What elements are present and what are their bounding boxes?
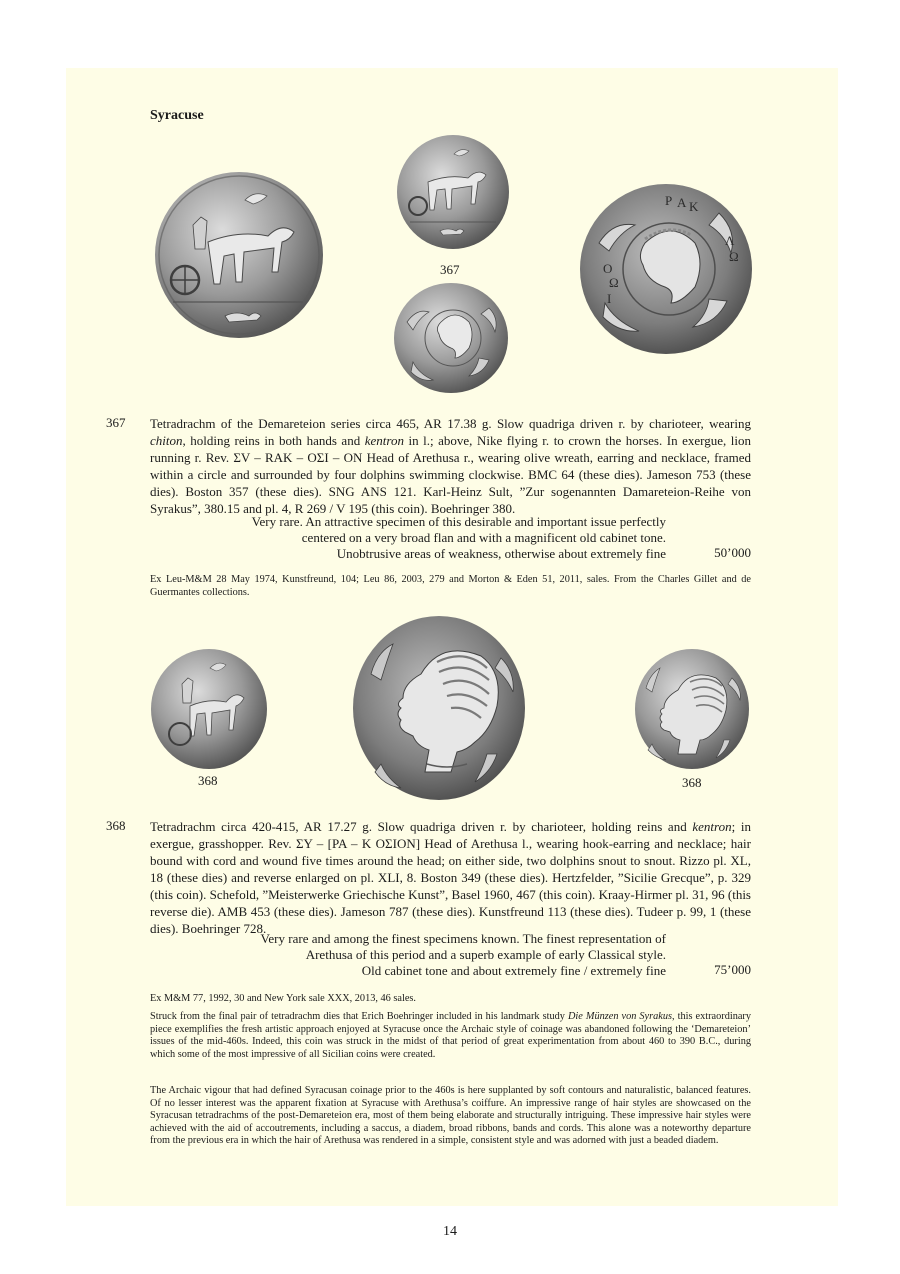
commentary-paragraph xyxy=(150,1011,751,1061)
provenance-note: Ex Leu-M&M 28 May 1974, Kunstfreund, 104; Leu 86, 2003, 279 and Morton & Eden 51, 2011, sales. From the Charles Gillet and de Guermantes collections. xyxy=(150,574,751,598)
coin-legend-letter: P xyxy=(665,193,673,208)
lot-number: 368 xyxy=(106,818,126,833)
lot-price: 50’000 xyxy=(714,545,751,560)
description-italic: kentron xyxy=(364,433,404,448)
lot-description xyxy=(150,818,751,937)
description-italic: kentron xyxy=(692,819,732,834)
description-text: ; in exergue, grasshopper. Rev. ΣY – [PA – K OΣIOΝ] Head of Arethusa l., wearing hook-earring and necklace; hair bound with cord and wound five times around the head; on either side, two dolphins snout to snout. Rizzo pl. XL, 18 (these dies) and reverse enlarged on pl. XLI, 8. Boston 349 (these dies). Hertzfelder, ”Sicilie Grecque”, p. 329 (this coin). Schefold, ”Meisterwerke Griechische Kunst”, Basel 1960, 467 (this coin). Kraay-Hirmer pl. 31, 96 (this reverse die). AMB 453 (these dies). Jameson 787 (these dies). Kunstfreund 113 (these dies). Tudeer p. 99, 1 (these dies). Boehringer 728. xyxy=(150,819,751,936)
lot-price: 75’000 xyxy=(714,962,751,977)
section-title: Syracuse xyxy=(150,108,204,123)
lot-description xyxy=(150,415,751,517)
page-number: 14 xyxy=(443,1224,457,1239)
coin-legend-letter: I xyxy=(607,291,612,306)
coin-367-obverse-large xyxy=(153,170,325,340)
description-text: Tetradrachm circa 420-415, AR 17.27 g. Slow quadriga driven r. by charioteer, holding reins and xyxy=(150,819,693,834)
grade-line: Old cabinet tone and about extremely fine / extremely fine xyxy=(361,963,666,978)
coin-legend-letter: Ω xyxy=(609,275,619,290)
coin-legend-letter: K xyxy=(689,199,699,214)
coin-367-reverse-small xyxy=(393,282,509,394)
coin-legend-letter: Λ xyxy=(725,233,735,248)
description-text: , holding reins in both hands and xyxy=(182,433,365,448)
commentary-italic: Die Münzen von Syrakus xyxy=(567,1011,673,1022)
coin-legend-letter: O xyxy=(603,261,613,276)
description-text: in l.; above, Nike flying r. to crown the horses. In exergue, lion running r. Rev. ΣV – RAK – OΣI – ON Head of Arethusa r., wearing olive wreath, earring and necklace, framed within a circle and surrounded by four dolphins swimming clockwise. BMC 64 (these dies). Jameson 753 (these dies). Boston 357 (these dies). SNG ANS 121. Karl-Heinz Sult, ”Zur sogenannten Damareteion-Reihe von Syrakus”, 380.15 and pl. 4, R 269 / V 195 (this coin). Boehringer 380. xyxy=(150,433,751,516)
description-italic: chiton xyxy=(150,433,183,448)
coin-367-reverse-large xyxy=(579,183,753,355)
grade-line: Very rare and among the finest specimens known. The finest representation of xyxy=(260,931,666,946)
grade-line: Unobtrusive areas of weakness, otherwise about extremely fine xyxy=(336,546,666,561)
lot-number: 367 xyxy=(106,415,126,430)
provenance-note: Ex M&M 77, 1992, 30 and New York sale XXX, 2013, 46 sales. xyxy=(150,993,416,1004)
coin-368-obverse-small xyxy=(150,648,268,770)
commentary-text: Struck from the final pair of tetradrachm dies that Erich Boehringer included in his landmark study xyxy=(150,1011,568,1022)
coin-legend-letter: Ω xyxy=(729,249,739,264)
commentary-text: , this extraordinary piece exemplifies the fresh artistic approach enjoyed at Syracuse once the Archaic style of coinage was abandoned following the ‘Demareteion’ issues of the mid-460s. Indeed, this coin was struck in the midst of that period of great experimentation from about 460 to 390 B.C., during which some of the most impressive of all Sicilian coins were created. xyxy=(150,1011,751,1060)
grade-line: Very rare. An attractive specimen of this desirable and important issue perfectly xyxy=(251,514,666,529)
grade-line: centered on a very broad flan and with a magnificent old cabinet tone. xyxy=(301,530,666,545)
coin-legend-letter: A xyxy=(677,195,687,210)
coin-368-reverse-large xyxy=(351,614,527,802)
plate-label-367: 367 xyxy=(440,262,460,277)
commentary-paragraph: The Archaic vigour that had defined Syracusan coinage prior to the 460s is here supplanted by soft contours and naturalistic, balanced features. Of no lesser interest was the apparent fixation at Syracuse with Arethusa’s coiffure. An impressive range of hair styles are showcased on the Syracusan tetradrachms of the post-Demareteion era, most of them being elaborate and structurally intriguing. These impressive hair styles were achieved with the aid of accoutrements, including a saccus, a diadem, broad ribbons, bands and cords. This alone was a noteworthy departure from the previous era in which the hair of Arethusa was rendered in a simple, consistent style and was adorned with just a beaded diadem. xyxy=(150,1085,751,1147)
coin-368-reverse-small xyxy=(634,648,750,770)
plate-label-368: 368 xyxy=(198,773,218,788)
description-text: Tetradrachm of the Demareteion series circa 465, AR 17.38 g. Slow quadriga driven r. by charioteer, wearing xyxy=(150,416,751,431)
grade-line: Arethusa of this period and a superb example of early Classical style. xyxy=(305,947,666,962)
coin-367-obverse-small xyxy=(396,134,510,251)
plate-label-368: 368 xyxy=(682,775,702,790)
